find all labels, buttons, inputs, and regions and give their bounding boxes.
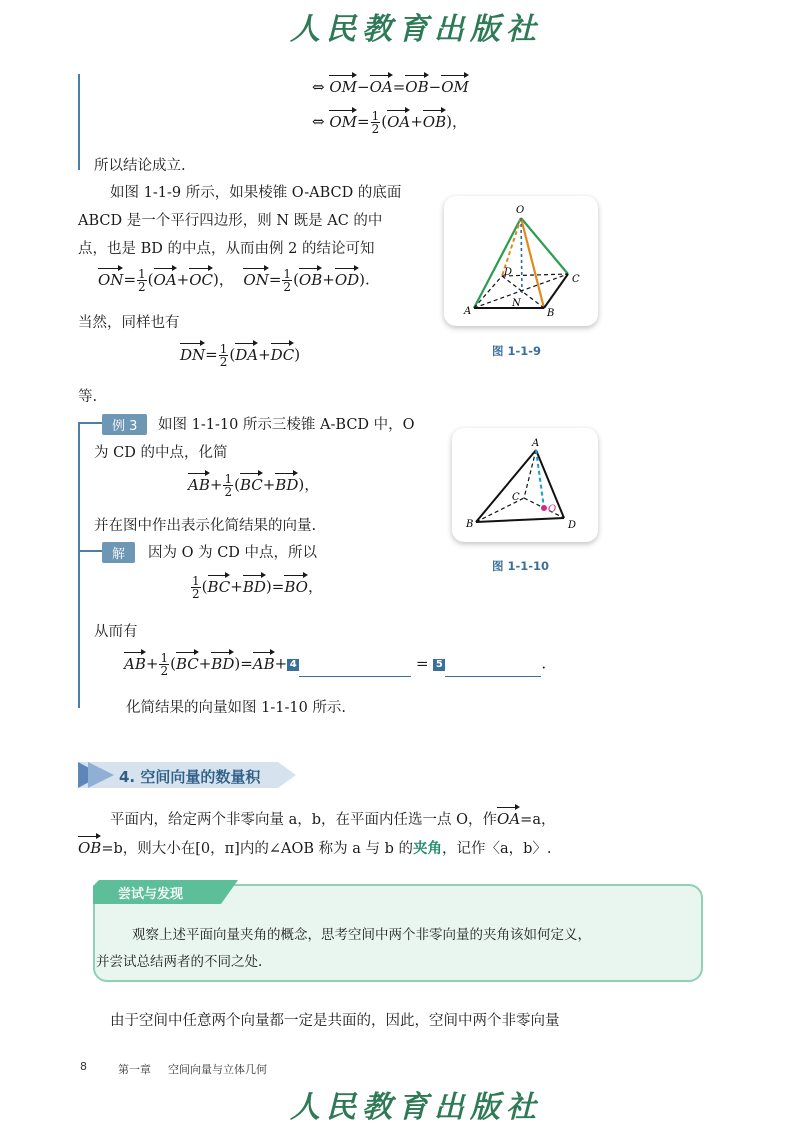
angle-term: 夹角 bbox=[412, 840, 442, 857]
para1-line3: 点，也是 BD 的中点，从而由例 2 的结论可知 bbox=[78, 241, 375, 257]
solution-tagline bbox=[78, 550, 102, 552]
solution-line3: 化简结果的向量如图 1-1-10 所示. bbox=[126, 700, 347, 716]
example3-tagline bbox=[78, 422, 102, 424]
example3-line1: 如图 1-1-10 所示三棱锥 A-BCD 中，O bbox=[158, 417, 415, 433]
figure-1-1-10 bbox=[452, 428, 598, 542]
example3-tag: 例 3 bbox=[102, 414, 147, 435]
example3-bar bbox=[78, 422, 80, 708]
try-discover-title: 尝试与发现 bbox=[118, 887, 184, 902]
label-D: D bbox=[568, 520, 577, 531]
solution-line2: 从而有 bbox=[94, 624, 138, 640]
para3-line1: 由于空间中任意两个向量都一定是共面的，因此，空间中两个非零向量 bbox=[110, 1013, 560, 1029]
label-O: O bbox=[548, 504, 557, 515]
label-A: A bbox=[532, 438, 540, 449]
page-number: 8 bbox=[80, 1060, 87, 1073]
label-O: O bbox=[516, 205, 525, 216]
label-D: D bbox=[504, 267, 513, 278]
solution-tag: 解 bbox=[102, 542, 135, 563]
example3-expr: AB+ $\frac{1}{2}$ (BC+BD)， bbox=[188, 472, 320, 499]
para1-line5: 等. bbox=[78, 389, 98, 405]
label-A: A bbox=[464, 306, 472, 317]
label-C: C bbox=[512, 492, 520, 503]
para1-line2: ABCD 是一个平行四边形，则 N 既是 AC 的中 bbox=[78, 213, 383, 229]
proof-eq-2: ⇔ OM= $\frac{1}{2}$ (OA+OB)， bbox=[312, 109, 467, 136]
para1-line1: 如图 1-1-9 所示，如果棱锥 O-ABCD 的底面 bbox=[110, 185, 402, 201]
label-C: C bbox=[572, 274, 580, 285]
proof-bar bbox=[78, 74, 80, 170]
label-N: N bbox=[512, 298, 521, 309]
para1-eq-c: DN= $\frac{1}{2}$ (DA+DC) bbox=[180, 342, 301, 369]
chapter-label: 第一章 bbox=[118, 1063, 151, 1076]
proof-eq-1: ⇔ OM−OA=OB−OM bbox=[312, 78, 469, 96]
pyramid-diagram bbox=[444, 196, 598, 326]
para1-eq-a: ON= $\frac{1}{2}$ (OA+OC)， ON= $\frac{1}{2}$ (OB+OD). bbox=[98, 267, 370, 294]
figure-1-1-9-caption: 图 1-1-9 bbox=[492, 344, 542, 358]
solution-eq-1: $\frac{1}{2}$ (BC+BD)=BO， bbox=[192, 574, 323, 601]
solution-line1: 因为 O 为 CD 中点，所以 bbox=[148, 545, 318, 561]
chapter-title: 空间向量与立体几何 bbox=[168, 1063, 267, 1076]
proof-conclusion: 所以结论成立. bbox=[94, 158, 186, 174]
try-line2: 并尝试总结两者的不同之处. bbox=[96, 954, 263, 970]
para2-line2: OB=b，则大小在[0，π]内的∠AOB 称为 a 与 b 的夹角，记作〈a，b〉. bbox=[78, 839, 552, 857]
section-title: 4. 空间向量的数量积 bbox=[119, 768, 261, 786]
label-B: B bbox=[547, 308, 555, 319]
para1-line4: 当然，同样也有 bbox=[78, 315, 180, 331]
para2-line1: 平面内，给定两个非零向量 a，b，在平面内任选一点 O，作OA=a， bbox=[110, 810, 556, 828]
blank-4-marker: 4 bbox=[287, 659, 299, 671]
example3-line2: 为 CD 的中点，化简 bbox=[94, 445, 228, 461]
blank-5-marker: 5 bbox=[433, 659, 445, 671]
blank-5-line[interactable] bbox=[445, 662, 541, 677]
solution-eq-2: AB+ $\frac{1}{2}$ (BC+BD)=AB+ 4 = 5 . bbox=[124, 651, 547, 678]
try-line1: 观察上述平面向量夹角的概念，思考空间中两个非零向量的夹角该如何定义， bbox=[132, 927, 591, 943]
example3-line3: 并在图中作出表示化简结果的向量. bbox=[94, 518, 317, 534]
blank-4-line[interactable] bbox=[299, 662, 411, 677]
publisher-logo-top: 人民教育出版社 bbox=[290, 12, 542, 47]
figure-1-1-9 bbox=[444, 196, 598, 326]
tetrahedron-diagram bbox=[452, 428, 598, 542]
publisher-logo-bottom: 人民教育出版社 bbox=[290, 1090, 542, 1125]
figure-1-1-10-caption: 图 1-1-10 bbox=[492, 559, 550, 573]
label-B: B bbox=[466, 519, 474, 530]
